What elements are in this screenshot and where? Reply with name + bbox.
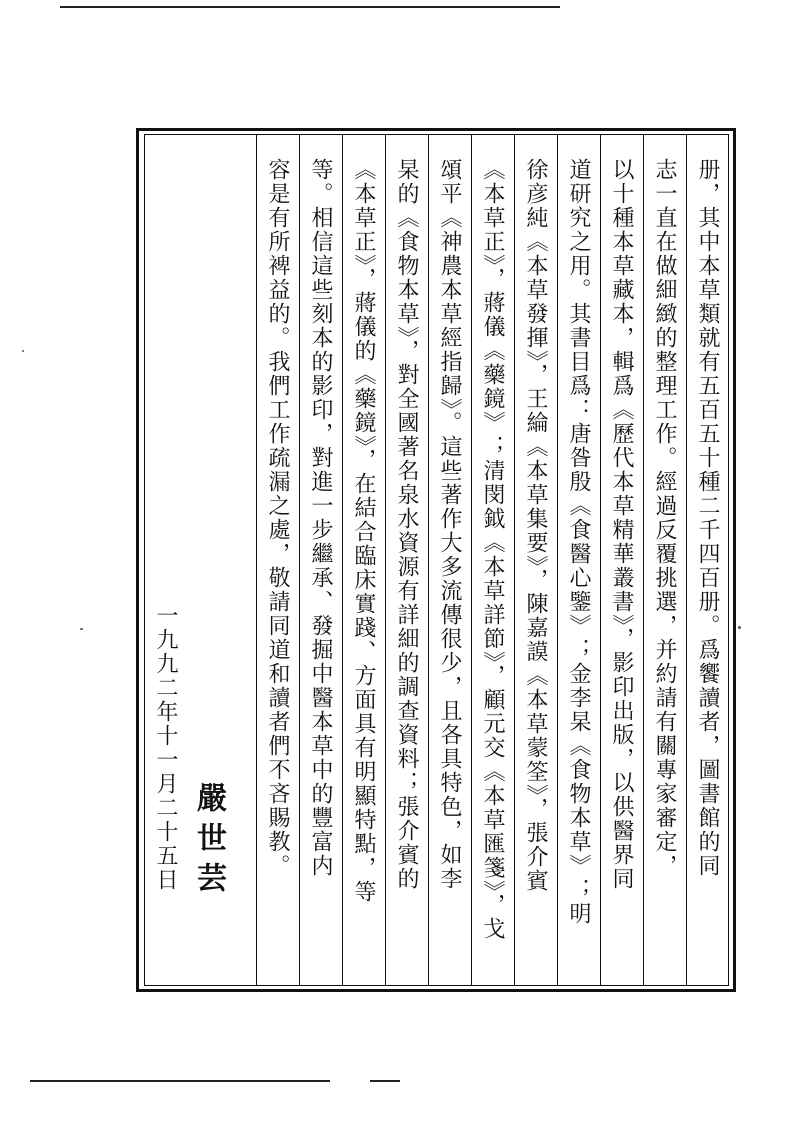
scan-edge-bottom xyxy=(30,1080,330,1082)
text-column: 等。相信這些刻本的影印，對進一步繼承、發掘中醫本草中的豐富内 xyxy=(299,134,342,986)
text-column: 容是有所裨益的。我們工作疏漏之處，敬請同道和讀者們不吝賜教。 xyxy=(256,134,299,986)
signature-date: 一九九二年十一月二十五日 xyxy=(153,604,178,892)
scan-speck xyxy=(80,628,83,630)
signature-block xyxy=(144,134,256,986)
text-column: 《本草正》，蔣儀《藥鏡》；清閔鉞《本草詳節》，顧元交《本草匯箋》，戈 xyxy=(471,134,514,986)
text-column: 頌平《神農本草經指歸》。這些著作大多流傳很少，且各具特色，如李 xyxy=(428,134,471,986)
text-column: 以十種本草藏本，輯爲《歷代本草精華叢書》，影印出版，以供醫界同 xyxy=(600,134,643,986)
scan-speck xyxy=(22,350,24,352)
text-column: 杲的《食物本草》，對全國著名泉水資源有詳細的調查資料；張介賓的 xyxy=(385,134,428,986)
text-column: 道研究之用。其書目爲：唐昝殷《食醫心鑒》；金李杲《食物本草》；明 xyxy=(557,134,600,986)
text-column: 徐彦純《本草發揮》，王綸《本草集要》，陳嘉謨《本草蒙筌》，張介賓 xyxy=(514,134,557,986)
text-column: 志一直在做細緻的整理工作。經過反覆挑選，并約請有關專家審定， xyxy=(643,134,686,986)
scan-edge-bottom-right xyxy=(370,1080,400,1082)
author-name: 嚴世芸 xyxy=(191,782,226,902)
text-column: 《本草正》，蔣儀的《藥鏡》，在結合臨床實踐、方面具有明顯特點，等 xyxy=(342,134,385,986)
scan-speck xyxy=(738,626,741,629)
text-columns xyxy=(144,134,729,986)
scan-edge-top xyxy=(60,6,560,8)
text-column: 册，其中本草類就有五百五十種二千四百册。爲饗讀者，圖書館的同 xyxy=(686,134,729,986)
